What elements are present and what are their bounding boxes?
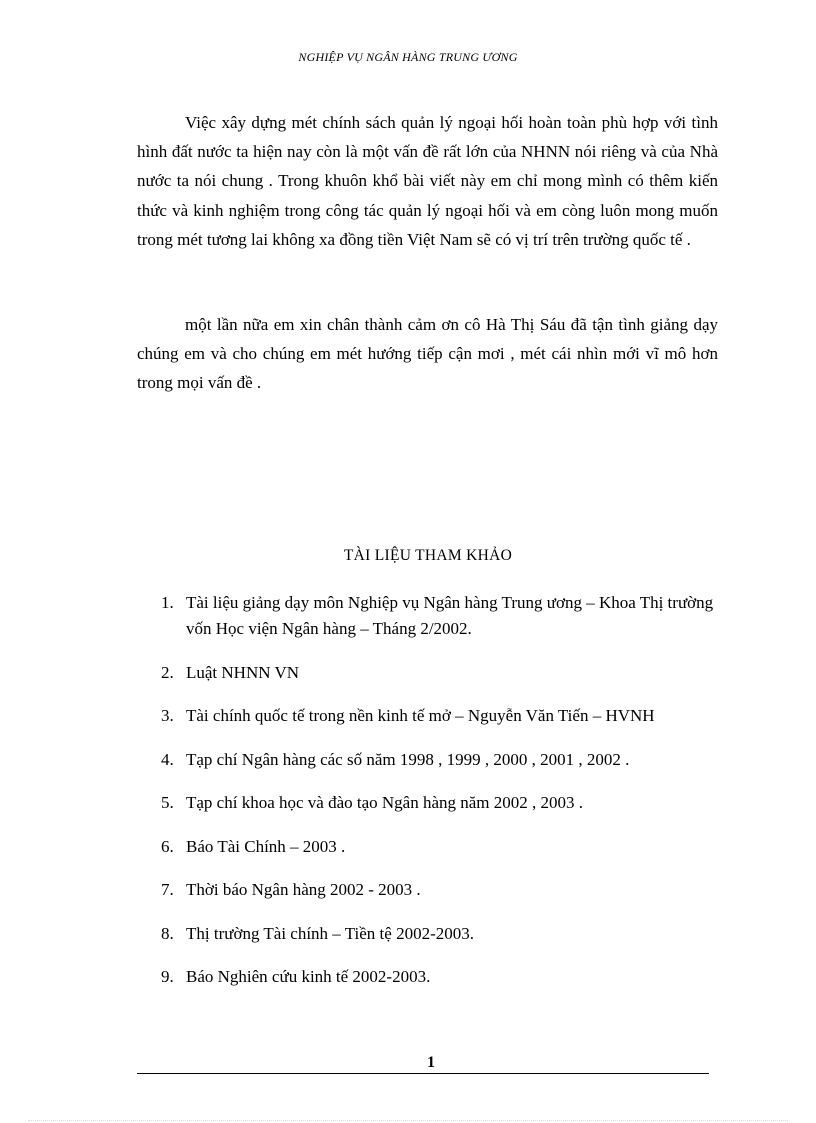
reference-text: Thị trường Tài chính – Tiền tệ 2002-2003. [186,923,474,943]
reference-item [137,877,727,903]
reference-text: Báo Nghiên cứu kinh tế 2002-2003. [186,967,431,986]
reference-item [137,790,727,816]
reference-item [137,590,727,642]
reference-item [137,834,727,860]
reference-number: 6. [161,836,174,856]
reference-item [137,921,727,947]
references-heading: TÀI LIỆU THAM KHẢO [343,547,513,564]
reference-number: 2. [161,662,174,682]
reference-number: 5. [161,793,174,812]
body-paragraph-2: một lần nữa em xin chân thành cảm ơn cô Hà Thị Sáu đã tận tình giảng dạy chúng em và cho chúng em mét hướng tiếp cận mơi , mét cái nhìn mới vĩ mô hơn trong mọi vấn đề . [137,315,718,393]
reference-number: 4. [161,749,174,769]
page-number: 1 [427,1054,435,1071]
reference-number: 3. [161,706,174,725]
reference-text: Luật NHNN VN [186,662,300,682]
reference-text: Thời báo Ngân hàng 2002 - 2003 . [186,880,421,899]
reference-number: 8. [161,923,174,943]
reference-number: 7. [161,880,174,899]
reference-item [137,964,727,990]
reference-item [137,747,727,773]
reference-number: 9. [161,967,174,986]
reference-number: 1. [161,593,174,612]
reference-text: Báo Tài Chính – 2003 . [186,836,346,856]
running-header: NGHIỆP VỤ NGÂN HÀNG TRUNG ƯƠNG [298,50,518,64]
reference-text: Tạp chí khoa học và đào tạo Ngân hàng năm 2002 , 2003 . [186,793,584,812]
reference-text: Tài chính quốc tế trong nền kinh tế mở – Nguyễn Văn Tiến – HVNH [186,706,655,725]
reference-item [137,660,727,686]
page-edge-divider [28,1120,788,1121]
references-list [137,590,727,1008]
body-paragraph-1: Việc xây dựng mét chính sách quản lý ngoại hối hoàn toàn phù hợp với tình hình đất nước ta hiện nay còn là một vấn đề rất lớn của NHNN nói riêng và của Nhà nước ta nói chung . Trong khuôn khổ bài viết này em chỉ mong mình có thêm kiến thức và kinh nghiệm trong công tác quản lý ngoại hối và em còng luôn mong muốn trong mét tương lai không xa đồng tiền Việt Nam sẽ có vị trí trên trường quốc tế . [137,113,718,249]
reference-text: Tài liệu giảng dạy môn Nghiệp vụ Ngân hàng Trung ương – Khoa Thị trường vốn Học viện Ngân hàng – Tháng 2/2002. [186,593,714,638]
footer-rule [137,1073,709,1074]
reference-item [137,703,727,729]
reference-text: Tạp chí Ngân hàng các số năm 1998 , 1999 , 2000 , 2001 , 2002 . [186,749,630,769]
